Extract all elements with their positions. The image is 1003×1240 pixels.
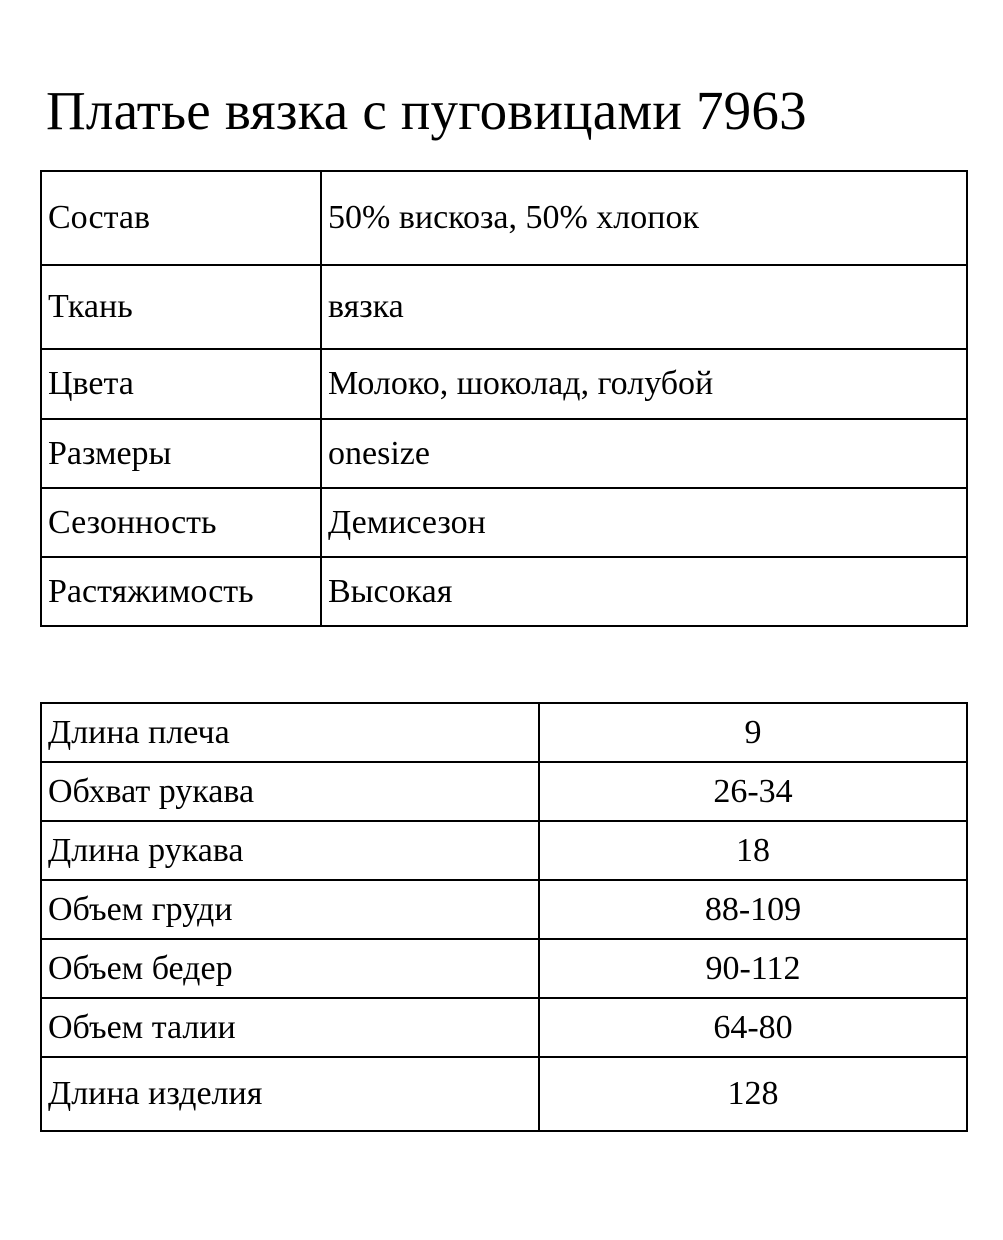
measurement-value: 9 — [539, 703, 967, 762]
table-row — [41, 171, 967, 265]
property-label: Состав — [41, 171, 321, 265]
table-row — [41, 703, 967, 762]
property-value: вязка — [321, 265, 967, 349]
properties-table — [40, 170, 968, 627]
measurement-label: Длина плеча — [41, 703, 539, 762]
table-row — [41, 488, 967, 557]
property-value: 50% вискоза, 50% хлопок — [321, 171, 967, 265]
table-row — [41, 821, 967, 880]
page-title: Платье вязка с пуговицами 7963 — [46, 80, 807, 141]
measurement-label: Обхват рукава — [41, 762, 539, 821]
table-row — [41, 557, 967, 626]
measurement-value: 26-34 — [539, 762, 967, 821]
property-value: onesize — [321, 419, 967, 488]
property-label: Цвета — [41, 349, 321, 419]
table-row — [41, 998, 967, 1057]
property-label: Сезонность — [41, 488, 321, 557]
table-row — [41, 419, 967, 488]
property-value: Высокая — [321, 557, 967, 626]
table-row — [41, 762, 967, 821]
measurement-value: 128 — [539, 1057, 967, 1131]
table-row — [41, 349, 967, 419]
measurement-value: 90-112 — [539, 939, 967, 998]
property-value: Молоко, шоколад, голубой — [321, 349, 967, 419]
property-label: Ткань — [41, 265, 321, 349]
measurement-label: Объем бедер — [41, 939, 539, 998]
table-row — [41, 880, 967, 939]
measurement-label: Длина рукава — [41, 821, 539, 880]
property-label: Размеры — [41, 419, 321, 488]
measurement-value: 64-80 — [539, 998, 967, 1057]
measurement-value: 88-109 — [539, 880, 967, 939]
table-row — [41, 1057, 967, 1131]
property-value: Демисезон — [321, 488, 967, 557]
measurement-value: 18 — [539, 821, 967, 880]
measurements-table — [40, 702, 968, 1132]
measurement-label: Длина изделия — [41, 1057, 539, 1131]
table-row — [41, 939, 967, 998]
table-row — [41, 265, 967, 349]
measurement-label: Объем талии — [41, 998, 539, 1057]
measurement-label: Объем груди — [41, 880, 539, 939]
property-label: Растяжимость — [41, 557, 321, 626]
